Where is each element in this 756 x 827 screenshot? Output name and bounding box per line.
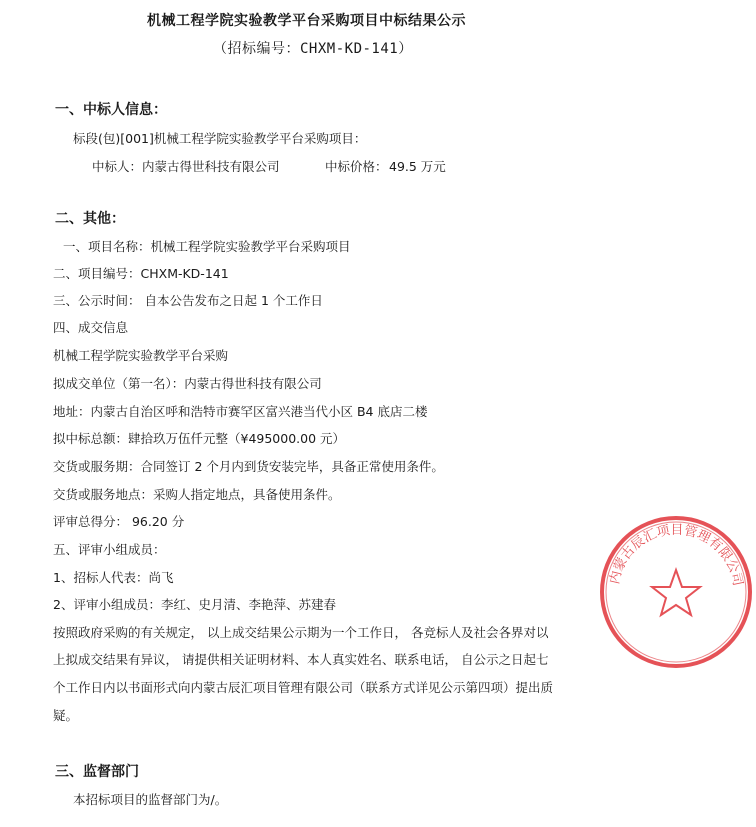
- winner-label: 中标人：: [92, 159, 143, 174]
- svg-text:内蒙古辰汇项目管理有限公司: [606, 523, 744, 587]
- section1-heading: 一、中标人信息：: [55, 102, 167, 118]
- section2-line: 二、项目编号：CHXM-KD-141: [53, 266, 229, 281]
- section2-line: 个工作日内以书面形式向内蒙古辰汇项目管理有限公司（联系方式详见公示第四项）提出质: [53, 680, 554, 695]
- section2-line: 拟成交单位（第一名）：内蒙古得世科技有限公司: [53, 376, 322, 391]
- section2-line: 1、招标人代表：尚飞: [53, 570, 174, 585]
- section2-line: 交货或服务地点：采购人指定地点，具备使用条件。: [53, 487, 341, 502]
- section2-line: 2、评审小组成员：李红、史月清、李艳萍、苏建春: [53, 597, 336, 612]
- section2-line: 机械工程学院实验教学平台采购: [53, 348, 229, 363]
- section2-heading: 二、其他：: [55, 211, 125, 227]
- section2-line: 按照政府采购的有关规定， 以上成交结果公示期为一个工作日， 各竞标人及社会各界对以: [53, 625, 549, 640]
- section2-line: 地址：内蒙古自治区呼和浩特市赛罕区富兴港当代小区 B4 底店二楼: [53, 404, 428, 419]
- section2-line: 疑。: [53, 708, 79, 723]
- section2-line: 上拟成交结果有异议， 请提供相关证明材料、本人真实姓名、联系电话， 自公示之日起七: [53, 652, 549, 667]
- section2-line: 交货或服务期：合同签订 2 个月内到货安装完毕，具备正常使用条件。: [53, 459, 444, 474]
- seal-text: 内蒙古辰汇项目管理有限公司: [607, 522, 745, 588]
- official-seal: [596, 512, 756, 672]
- price-value: 49.5 万元: [389, 159, 446, 174]
- lot-line: 标段(包)[001]机械工程学院实验教学平台采购项目：: [73, 131, 367, 146]
- section3-heading: 三、监督部门: [55, 764, 139, 780]
- seal-star-icon: [652, 570, 700, 615]
- section3-text: 本招标项目的监督部门为/。: [73, 792, 228, 807]
- section2-line: 评审总得分： 96.20 分: [53, 514, 185, 529]
- winner-name: 内蒙古得世科技有限公司: [142, 159, 280, 174]
- section2-line: 拟中标总额：肆拾玖万伍仟元整（¥495000.00 元）: [53, 431, 346, 446]
- section2-line: 三、公示时间： 自本公告发布之日起 1 个工作日: [53, 293, 323, 308]
- document-subtitle: （招标编号：CHXM-KD-141）: [213, 41, 413, 57]
- price-label: 中标价格：: [325, 159, 388, 174]
- section2-line: 一、项目名称：机械工程学院实验教学平台采购项目: [63, 239, 351, 254]
- section2-line: 五、评审小组成员：: [53, 542, 166, 557]
- section2-line: 四、成交信息: [53, 320, 129, 335]
- document-title: 机械工程学院实验教学平台采购项目中标结果公示: [147, 13, 466, 29]
